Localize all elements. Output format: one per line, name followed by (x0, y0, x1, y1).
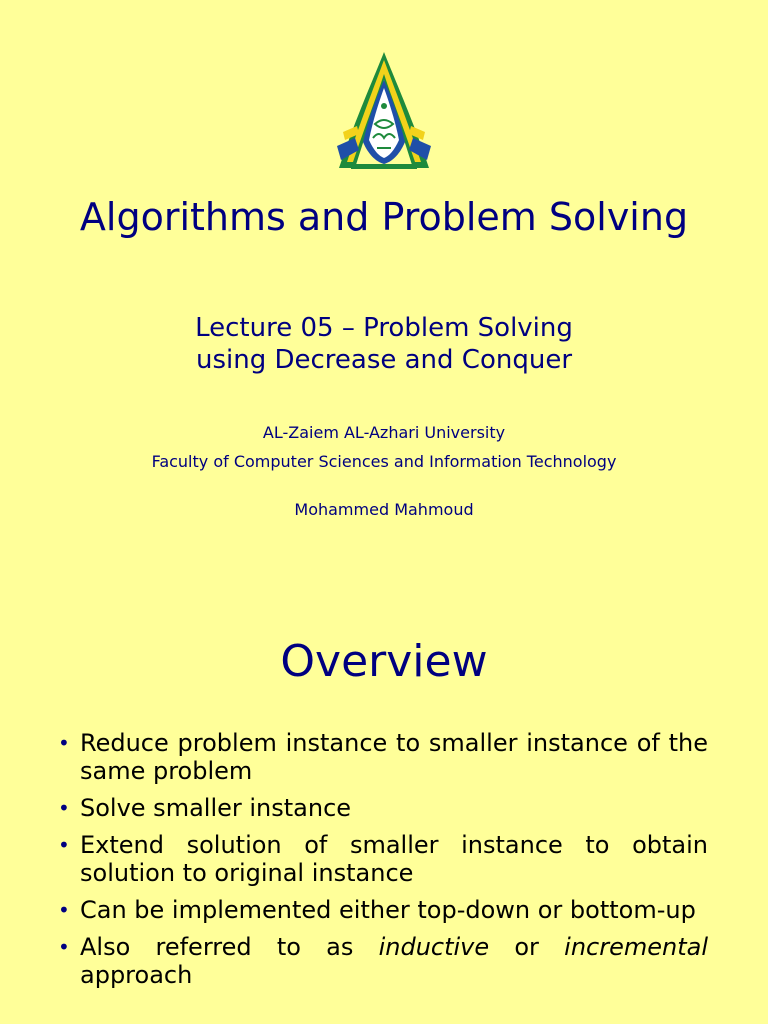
term-incremental: incremental (564, 933, 709, 961)
overview-heading: Overview (280, 636, 488, 687)
list-item: • Can be implemented either top-down or bottom-up (58, 896, 696, 924)
list-item: • Extend solution of smaller instance to obtain solution to original instance (58, 831, 708, 887)
university-emblem-icon (333, 50, 435, 170)
bullet-icon: • (58, 935, 70, 959)
slide-title: Algorithms and Problem Solving (79, 195, 689, 239)
author-name: Mohammed Mahmoud (294, 500, 474, 519)
list-item: • Solve smaller instance (58, 794, 352, 822)
university-name: AL-Zaiem AL-Azhari University (262, 423, 506, 442)
list-item: • Reduce problem instance to smaller instance of the same problem (58, 729, 708, 785)
bullet-icon: • (58, 731, 70, 755)
subtitle-line-1: Lecture 05 – Problem Solving (195, 313, 573, 343)
bullet-icon: • (58, 796, 70, 820)
bullet-icon: • (58, 833, 70, 857)
overview-bullet-list (58, 729, 708, 998)
faculty-name: Faculty of Computer Sciences and Information Technology (151, 452, 617, 471)
bullet-icon: • (58, 898, 70, 922)
term-inductive: inductive (378, 933, 490, 961)
list-item: • Also referred to as inductive or incremental approach (58, 933, 709, 989)
lecture-subtitle (0, 312, 768, 376)
subtitle-line-2: using Decrease and Conquer (195, 345, 573, 375)
